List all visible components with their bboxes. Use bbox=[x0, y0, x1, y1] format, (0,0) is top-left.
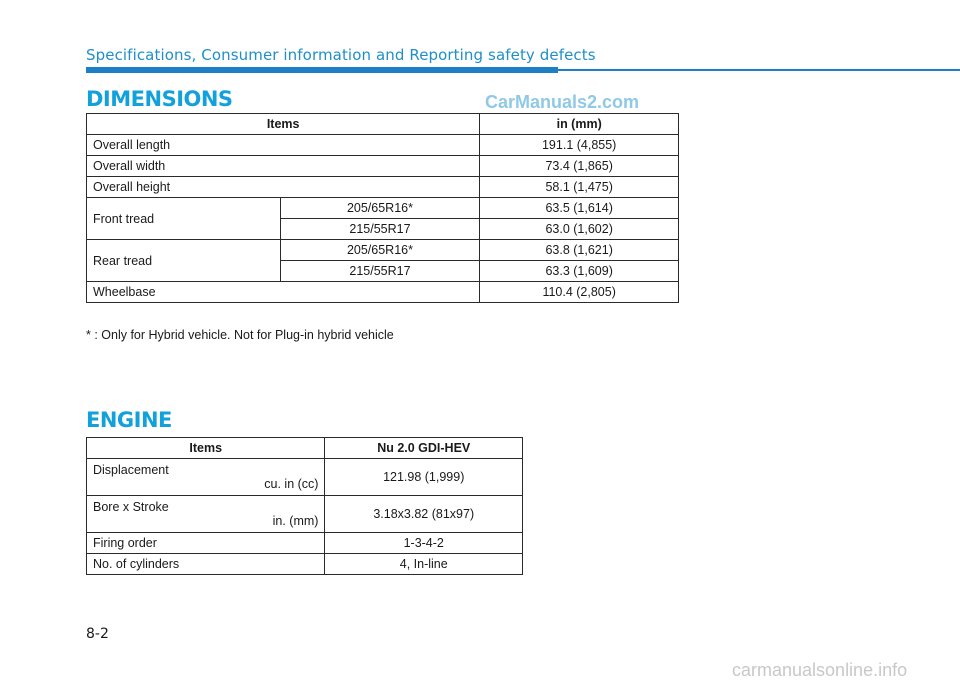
row-label-rear-tread: Rear tread bbox=[87, 240, 281, 282]
table-row bbox=[87, 459, 523, 496]
table-header-row bbox=[87, 438, 523, 459]
row-value-cylinders: 4, In-line bbox=[325, 554, 523, 575]
row-label-bore-stroke bbox=[87, 496, 325, 533]
row-value: 63.3 (1,609) bbox=[480, 261, 679, 282]
engine-heading: ENGINE bbox=[86, 408, 172, 432]
engine-table bbox=[86, 437, 523, 575]
page-number: 8-2 bbox=[86, 626, 109, 642]
footer-watermark: carmanualsonline.info bbox=[732, 660, 908, 680]
item-unit: in. (mm) bbox=[272, 514, 319, 528]
row-value-overall-width: 73.4 (1,865) bbox=[480, 156, 679, 177]
table-row bbox=[87, 240, 679, 261]
section-header-title: Specifications, Consumer information and Reporting safety defects bbox=[86, 46, 596, 64]
row-value-overall-length: 191.1 (4,855) bbox=[480, 135, 679, 156]
item-unit: cu. in (cc) bbox=[264, 477, 319, 491]
table-row bbox=[87, 177, 679, 198]
table-row bbox=[87, 554, 523, 575]
table-row bbox=[87, 533, 523, 554]
item-label: Bore x Stroke bbox=[93, 500, 169, 514]
tire-size: 215/55R17 bbox=[280, 219, 480, 240]
dimensions-table bbox=[86, 113, 679, 303]
table-header-row bbox=[87, 114, 679, 135]
row-value-bore-stroke: 3.18x3.82 (81x97) bbox=[325, 496, 523, 533]
table-row bbox=[87, 198, 679, 219]
tire-size: 215/55R17 bbox=[280, 261, 480, 282]
column-header-items: Items bbox=[87, 438, 325, 459]
header-rule bbox=[558, 69, 960, 71]
column-header-engine: Nu 2.0 GDI-HEV bbox=[325, 438, 523, 459]
table-row bbox=[87, 282, 679, 303]
row-label-overall-length: Overall length bbox=[87, 135, 480, 156]
watermark: CarManuals2.com bbox=[485, 92, 640, 112]
table-row bbox=[87, 135, 679, 156]
row-label-wheelbase: Wheelbase bbox=[87, 282, 480, 303]
row-label-overall-height: Overall height bbox=[87, 177, 480, 198]
row-label-cylinders: No. of cylinders bbox=[87, 554, 325, 575]
row-label-overall-width: Overall width bbox=[87, 156, 480, 177]
item-label: Displacement bbox=[93, 463, 169, 477]
column-header-units: in (mm) bbox=[480, 114, 679, 135]
tire-size: 205/65R16* bbox=[280, 240, 480, 261]
header-bar bbox=[86, 67, 558, 73]
dimensions-heading: DIMENSIONS bbox=[86, 87, 233, 111]
row-label-firing-order: Firing order bbox=[87, 533, 325, 554]
table-row bbox=[87, 496, 523, 533]
row-value-displacement: 121.98 (1,999) bbox=[325, 459, 523, 496]
row-label-front-tread: Front tread bbox=[87, 198, 281, 240]
row-value-wheelbase: 110.4 (2,805) bbox=[480, 282, 679, 303]
row-value: 63.5 (1,614) bbox=[480, 198, 679, 219]
footnote: * : Only for Hybrid vehicle. Not for Plug-in hybrid vehicle bbox=[86, 328, 394, 342]
column-header-items: Items bbox=[87, 114, 480, 135]
table-row bbox=[87, 156, 679, 177]
row-value: 63.8 (1,621) bbox=[480, 240, 679, 261]
row-value: 63.0 (1,602) bbox=[480, 219, 679, 240]
tire-size: 205/65R16* bbox=[280, 198, 480, 219]
row-label-displacement bbox=[87, 459, 325, 496]
row-value-overall-height: 58.1 (1,475) bbox=[480, 177, 679, 198]
row-value-firing-order: 1-3-4-2 bbox=[325, 533, 523, 554]
